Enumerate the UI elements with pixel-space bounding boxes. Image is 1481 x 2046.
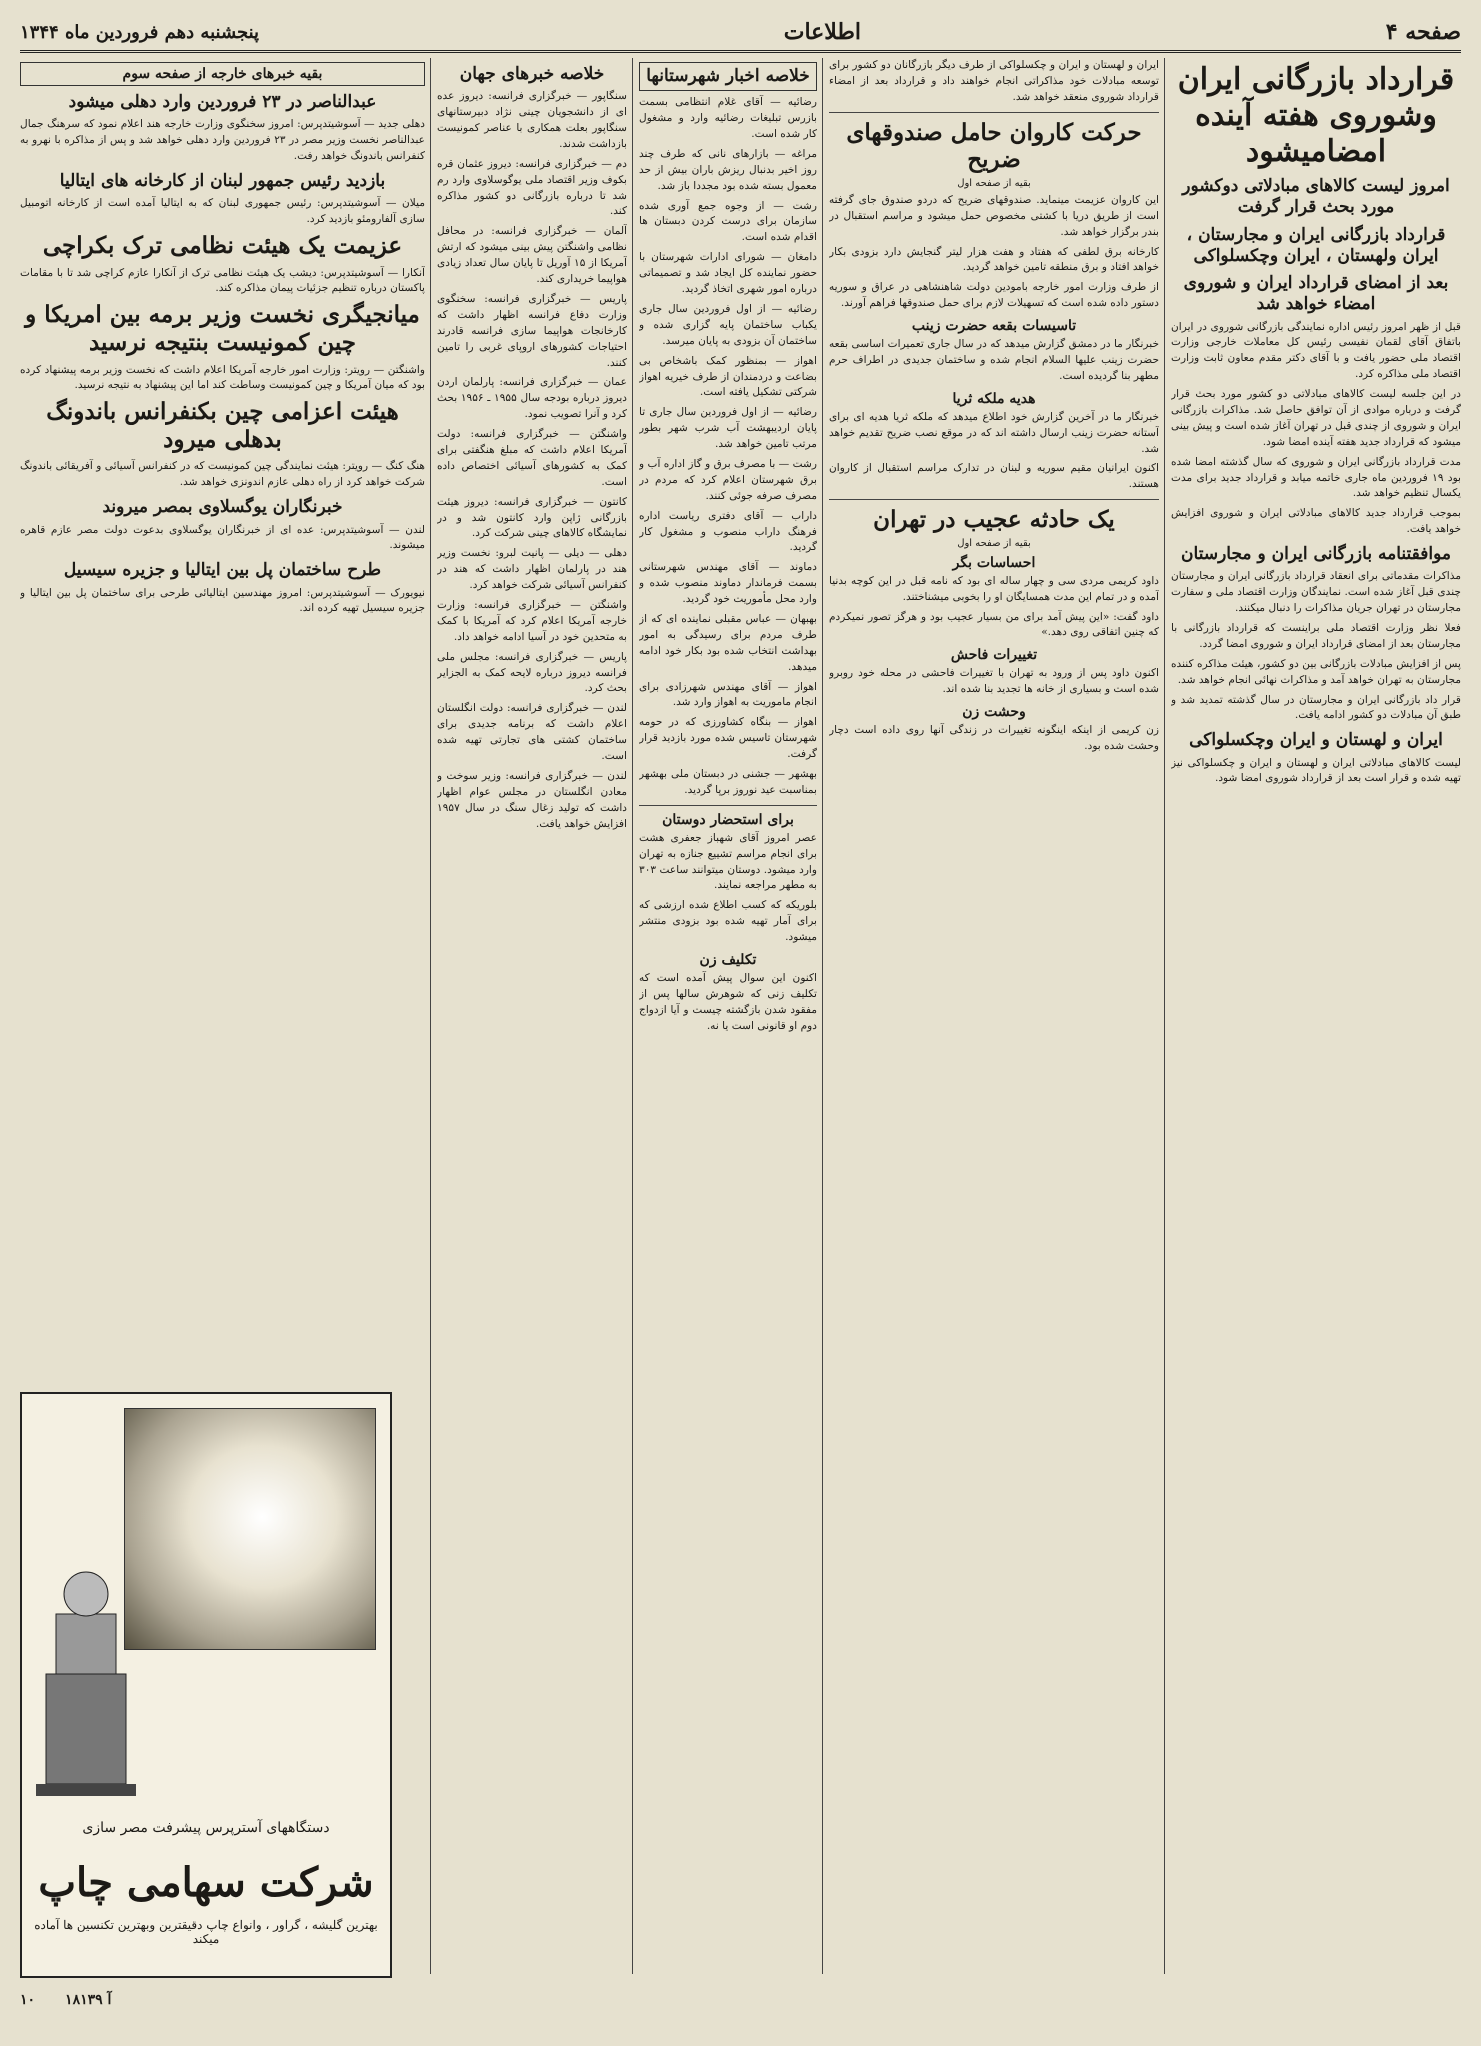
subhead-taklif: تکلیف زن [699,952,757,968]
paragraph: فعلا نظر وزارت اقتصاد ملی براینست که قرارداد بازرگانی با مجارستان بعد از امضای قرارداد ایران و شوروی امضا گردد. [1171,622,1461,650]
divider [829,499,1159,500]
paragraph: مدت قرارداد بازرگانی ایران و شوروی که سال گذشته امضا شده بود ۱۹ فروردین ماه جاری خاتمه میابد و قرارداد جدید برای مدت یکسال تنظیم خواهد شد. [1171,455,1461,500]
issue-date: پنجشنبه دهم فروردین ماه ۱۳۴۴ [20,21,260,43]
paragraph: پس از افزایش مبادلات بازرگانی بین دو کشور، هیئت مذاکره کننده مجارستان به تهران خواهد آمد و مذاکرات نهائی انجام خواهد شد. [1171,657,1461,686]
paragraph: خبرنگار ما در دمشق گزارش میدهد که در سال جاری تعمیرات اساسی بقعه حضرت زینب علیها السلام انجام شده و ساختمان جدیدی در اطراف حرم مطهر بنا گردیده است. [829,338,1159,382]
headline-caravan: حرکت کاروان حامل صندوقهای ضریح [846,118,1142,174]
subhead-1: امروز لیست کالاهای مبادلاتی دوکشور مورد بحث قرار گرفت [1182,176,1450,218]
paragraph: آنکارا — آسوشیتدپرس: دیشب یک هیئت نظامی ترک از آنکارا عازم کراچی شد تا با مقامات پاکستان درباره تنظیم جزئیات پیمان مذاکره کند. [20,266,425,295]
page-number: صفحه ۴ [1385,19,1461,45]
paragraph: دهلی جدید — آسوشیتدپرس: امروز سخنگوی وزارت خارجه هند اعلام نمود که سرهنگ جمال عبدالناصر نخست وزیر مصر در ۲۳ فروردین وارد دهلی خواهد شد و پس از مذاکره با نهرو به کنفرانس باندونگ خواهد رفت. [20,118,425,163]
subhead-3: بعد از امضای قرارداد ایران و شوروی امضاء خواهد شد [1183,273,1449,315]
subhead-hungary: موافقتنامه بازرگانی ایران و مجارستان [1181,544,1451,565]
paragraph: خبرنگار ما در آخرین گزارش خود اطلاع میدهد که ملکه ثریا هدیه ای برای آستانه حضرت زینب ارسال داشته اند که در موقع نصب ضریح تقدیم خواهد شد. [829,410,1159,455]
subhead-vahshat: وحشت زن [962,704,1026,721]
divider [829,112,1159,113]
paragraph: لندن — خبرگزاری فرانسه: دولت انگلستان اعلام داشت که برنامه جدیدی برای ساختمان کشتی های تجارتی تهیه شده است. [437,702,627,762]
headline-world-news: خلاصه خبرهای جهان [459,64,605,84]
footer-code: آ ۱۸۱۳۹ [65,1992,112,2008]
column-rule [430,58,431,1974]
ad-tagline: بهترین گلیشه ، گراور ، وانواع چاپ دقیقترین وبهترین تکنسین ها آماده میکند [34,1918,378,1946]
paragraph: در این جلسه لیست کالاهای مبادلاتی دو کشور مورد بحث قرار گرفت و درباره موادی از آن توافق حاصل شد. مذاکرات بازرگانی ایران و شوروی از چندی قبل در تهران آغاز شده است و پیش بینی میشود که قرارداد جدید هفته آینده امضا شود. [1171,388,1461,448]
subhead-soraya: هدیه ملکه ثریا [952,390,1036,407]
paragraph: بلوریکه که کسب اطلاع شده ارزشی که برای آمار تهیه شده بود بزودی منتشر میشود. [639,899,817,944]
paragraph: اکنون این سوال پیش آمده است که تکلیف زنی که شوهرش سالها پس از مفقود شدن بازگشته چیست و آیا ازدواج دوم او قانونی است یا نه. [639,972,817,1032]
paragraph: دم — خبرگزاری فرانسه: دیروز عثمان قره بکوف وزیر اقتصاد ملی یوگوسلاوی وارد رم شد تا درباره بازرگانی دو کشور مذاکره کند. [437,157,627,218]
paragraph: واشنگتن — خبرگزاری فرانسه: دولت آمریکا اعلام داشت که مبلغ هنگفتی برای کمک به کشورهای آسیائی اختصاص داده است. [437,428,627,488]
newspaper-name: اطلاعات [783,19,862,45]
continued-note: بقیه از صفحه اول [957,537,1031,549]
paragraph: دامغان — شورای ادارات شهرستان با حضور نماینده کل ایجاد شد و تصمیماتی درباره امور شهری اتخاذ گردید. [639,251,817,296]
paragraph: داود کریمی مردی سی و چهار ساله ای بود که نامه قبل در این کوچه بدنیا آمده و در تمام این مدت همسایگان او را بخوبی میشناختند. [829,574,1159,603]
paragraph: لیست کالاهای مبادلاتی ایران و لهستان و ایران و چکسلواکی نیز تهیه شده و قرار است بعد از قرارداد شوروی امضا شود. [1171,756,1461,785]
paragraph: سنگاپور — خبرگزاری فرانسه: دیروز عده ای از دانشجویان چینی نژاد دبیرستانهای سنگاپور بعلت همکاری با عناصر کمونیست بازداشت شدند. [437,90,627,150]
paragraph: بهشهر — جشنی در دبستان ملی بهشهر بمناسبت عید نوروز برپا گردید. [639,767,817,796]
footer-page-number: ۱۰ [20,1992,36,2008]
headline-sicily-bridge: طرح ساختمان پل بین ایتالیا و جزیره سیسیل [63,560,382,581]
column-world-news [437,58,627,1974]
paragraph: پاریس — خبرگزاری فرانسه: مجلس ملی فرانسه دیروز درباره لایحه کمک به الجزایر بحث کرد. [437,650,627,695]
paragraph: زن کریمی از اینکه اینگونه تغییرات در زندگی آنها روی داده است دچار وحشت شده بود. [829,724,1159,753]
headline-yugoslav-reporters: خبرنگاران یوگسلاوی بمصر میروند [102,497,343,518]
paragraph: پاریس — خبرگزاری فرانسه: سخنگوی وزارت دفاع فرانسه اظهار داشت که کارخانجات هواپیما سازی فرانسه قادرند احتیاجات کشورهای اروپای غربی را تامین کنند. [437,292,627,369]
headline-burma-mediation: میانجیگری نخست وزیر برمه بین امریکا و چین کمونیست بنتیجه نرسید [25,301,420,356]
paragraph: هنگ کنگ — رویتر: هیئت نمایندگی چین کمونیست که در کنفرانس آسیائی و آفریقائی باندونگ شرکت خواهد کرد از راه دهلی عازم اندونزی خواهد شد. [20,460,425,489]
paragraph: عصر امروز آقای شهباز جعفری هشت برای انجام مراسم تشییع جنازه به تهران وارد میشود. دوستان میتوانند ساعت ۳۰۳ به مطهر مراجعه نمایند. [639,831,817,892]
paragraph: رضائیه — از اول فروردین سال جاری یکباب ساختمان پایه گزاری شده و ساختمان آن بزودی به پایان میرسد. [639,302,817,347]
masthead [20,14,1461,53]
paragraph: داود گفت: «این پیش آمد برای من بسیار عجیب بود و هرگز تصور نمیکردم که چنین اتفاقی روی دهد.» [829,610,1159,639]
banner-provinces: خلاصه اخبار شهرستانها [639,62,817,91]
paragraph: از طرف وزارت امور خارجه بامودین دولت شاهنشاهی در عراق و سوریه دستور داده شده است که تسهیلات لازم برای حمل صندوقها فراهم آورند. [829,281,1159,310]
paragraph: داراب — آقای دفتری ریاست اداره فرهنگ داراب منصوب و مشغول کار گردید. [639,509,817,554]
headline-lebanon: بازدید رئیس جمهور لبنان از کارخانه های ایتالیا [59,170,386,191]
paragraph: این کاروان عزیمت مینماید. صندوقهای ضریح که دردو صندوق جای گرفته است از طریق دریا با کشتی مخصوص حمل میشود و مراسم استقبال در بندر برگزار خواهد شد. [829,193,1159,238]
column-rule [632,58,633,1974]
printing-company-ad [20,1392,392,1978]
ad-brand: شرکت سهامی چاپ [38,1859,374,1906]
paragraph: لندن — خبرگزاری فرانسه: وزیر سوخت و معادن انگلستان در مجلس عوام اظهار داشت که تولید زغال سنگ در سال ۱۹۵۷ افزایش خواهد یافت. [437,769,627,830]
subhead-notice: برای استحضار دوستان [662,811,794,828]
paragraph: رضائیه — آقای غلام انتظامی بسمت بازرس تبلیغات رضائیه وارد و مشغول کار شده است. [639,96,817,141]
paragraph: ایران و لهستان و ایران و چکسلواکی از طرف دیگر بازرگانان دو کشور برای توسعه مبادلات خود مذاکراتی انجام خواهند داد و قرارداد بعد از امضاء قرارداد شوروی منعقد خواهد شد. [829,59,1159,103]
headline-nasser: عبدالناصر در ۲۳ فروردین وارد دهلی میشود [68,92,377,112]
paragraph: کارخانه برق لطفی که هفتاد و هفت هزار لیتر گنجایش دارد بزودی بکار خواهد افتاد و برق منطقه تامین خواهد گردید. [829,245,1159,274]
column-foreign-news [20,58,425,1354]
paragraph: قبل از ظهر امروز رئیس اداره نمایندگی بازرگانی شوروی در ایران باتفاق آقای لقمان نفیسی رئیس کل معاملات خارجی وزارت اقتصاد ملی حضور یافت و با آقای دکتر مقدم معاون ثابت وزارت اقتصاد ملی مذاکره کرد. [1171,320,1461,381]
paragraph: لندن — آسوشیتدپرس: عده ای از خبرنگاران یوگسلاوی بدعوت دولت مصر عازم قاهره میشوند. [20,523,425,552]
paragraph: دماوند — آقای مهندس شهرستانی بسمت فرماندار دماوند منصوب شده و وارد محل مأموریت خود گردید. [639,561,817,606]
baby-photo-illustration [124,1408,376,1650]
paragraph: مذاکرات مقدماتی برای انعقاد قرارداد بازرگانی ایران و مجارستان چندی قبل آغاز شده است. نمایندگان وزارت اقتصاد ملی و سفارت مجارستان در تهران جریان مذاکرات را دنبال میکنند. [1171,570,1461,615]
paragraph: آلمان — خبرگزاری فرانسه: در محافل نظامی واشنگتن پیش بینی میشود که ارتش آمریکا از ۱۵ آوریل تا پایان سال تعداد زیادی هواپیما خریداری کند. [437,225,627,286]
paragraph: رشت — از وجوه جمع آوری شده سازمان برای درست کردن دبستان ها اقدام شده است. [639,199,817,244]
subhead-zeinab: تاسیسات بقعه حضرت زینب [911,318,1077,335]
paragraph: رضائیه — از اول فروردین سال جاری تا پایان اردیبهشت آب شرب شهر بطور مرتب تامین خواهد شد. [639,406,817,451]
page-footer [20,1986,420,2014]
headline-strange-incident: یک حادثه عجیب در تهران [873,506,1115,534]
paragraph: اهواز — بمنظور کمک باشخاص بی بضاعت و دردمندان از طرف خیریه اهواز شرکتی تشکیل یافته است. [639,354,817,399]
divider [639,805,817,806]
column-rule [1164,58,1165,1974]
paragraph: اکنون ایرانیان مقیم سوریه و لبنان در تدارک مراسم استقبال از کاروان هستند. [829,462,1159,491]
paragraph: عمان — خبرگزاری فرانسه: پارلمان اردن دیروز درباره بودجه سال ۱۹۵۵ ـ ۱۹۵۶ بحث کرد و آنرا تصویب نمود. [437,376,627,421]
paragraph: کانتون — خبرگزاری فرانسه: دیروز هیئت بازرگانی ژاپن وارد کانتون شد و در نمایشگاه کالاهای چینی شرکت کرد. [437,495,627,540]
paragraph: بهبهان — عباس مقبلی نماینده ای که از طرف مردم برای رسیدگی به امور بهداشت انتخاب شده بود بکار خود ادامه میدهد. [639,612,817,673]
subhead-2: قرارداد بازرگانی ایران و مجارستان ، ایران ولهستان ، ایران وچکسلواکی [1186,224,1446,266]
paragraph: واشنگتن — خبرگزاری فرانسه: وزارت خارجه آمریکا اعلام کرد که آمریکا با کمک به متحدین خود در آسیا ادامه خواهد داد. [437,598,627,643]
header-foreign-news: بقیه خبرهای خارجه از صفحه سوم [20,62,425,86]
subhead-poland: ایران و لهستان و ایران وچکسلواکی [1189,730,1443,751]
paragraph: میلان — آسوشیتدپرس: رئیس جمهوری لبنان که به ایتالیا آمده است از کارخانه اتومبیل سازی آلفارومئو بازدید کرد. [20,197,425,226]
paragraph: مراغه — بازارهای نانی که طرف چند روز اخیر بدنبال ریزش باران بیش از حد معمول بسته شده بود مجددا باز شد. [639,147,817,192]
paragraph: بموجب قرارداد جدید کالاهای مبادلاتی ایران و شوروی افزایش خواهد یافت. [1171,507,1461,536]
headline-trade-agreement: قرارداد بازرگانی ایران وشوروی هفته آینده امضامیشود [1177,62,1455,169]
column-provinces [639,58,817,1974]
paragraph: رشت — با مصرف برق و گاز اداره آب و برق شهرستان اعلام کرد که مردم در مصرف صرفه جوئی کنند. [639,457,817,502]
paragraph: دهلی — دیلی — پانیت لبرو: نخست وزیر هند در پارلمان اظهار داشت که هند در کنفرانس آسیائی شرکت خواهد کرد. [437,547,627,592]
paragraph: اهواز — بنگاه کشاورزی که در حومه شهرستان تاسیس شده مورد بازدید قرار گرفت. [639,716,817,761]
paragraph: اکنون داود پس از ورود به تهران با تغییرات فاحشی در محله خود روبرو شده است و بسیاری از خانه ها تجدید بنا شده اند. [829,667,1159,696]
paragraph: نیویورک — آسوشیتدپرس: امروز مهندسین ایتالیائی طرحی برای ساختمان پل بین ایتالیا و جزیره سیسیل تهیه کرده اند. [20,586,425,615]
paragraph: قرار داد بازرگانی ایران و مجارستان در سال گذشته تمدید شد و طبق آن مبادلات دو کشور ادامه یافت. [1171,693,1461,722]
headline-china-delegation: هیئت اعزامی چین بکنفرانس باندونگ بدهلی میرود [46,398,399,453]
headline-turkish-mission: عزیمت یک هیئت نظامی ترک بکراچی [42,231,403,259]
paragraph: اهواز — آقای مهندس شهرزادی برای انجام ماموریت به اهواز وارد شد. [639,680,817,709]
column-caravan [829,58,1159,1974]
column-rule [822,58,823,1974]
column-trade-agreement [1171,58,1461,1974]
paragraph: واشنگتن — رویتر: وزارت امور خارجه آمریکا اعلام داشت که نخست وزیر برمه پیشنهاد کرده بود که میان آمریکا و چین کمونیست وساطت کند اما این پیشنهاد به نتیجه نرسید. [20,363,425,392]
continued-note: بقیه از صفحه اول [957,177,1031,189]
subhead-ehsasat: احساسات بگر [952,554,1036,571]
printing-press-icon [36,1554,136,1804]
ad-slogan: دستگاههای آسترپرس پیشرفت مصر سازی [82,1820,330,1836]
subhead-taqirat: تغییرات فاحش [950,647,1038,664]
newspaper-page [20,14,1461,2014]
